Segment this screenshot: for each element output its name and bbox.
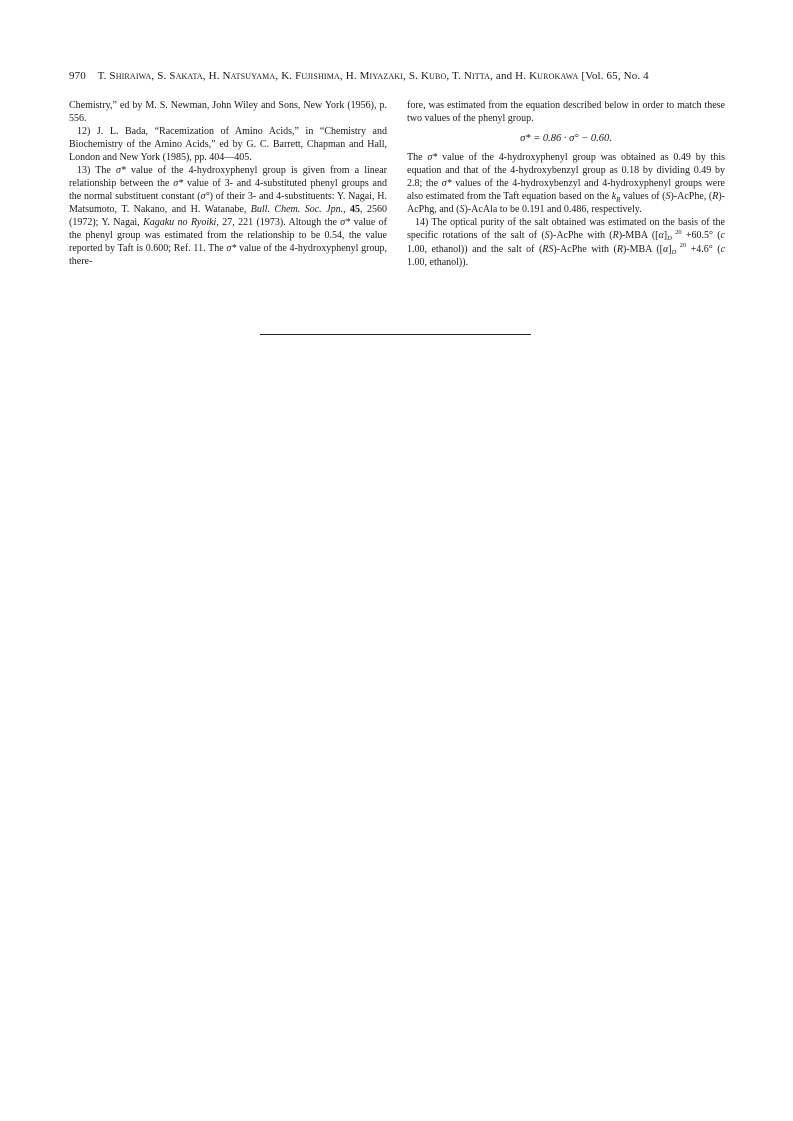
reference-13: 13) The σ* value of the 4-hydroxyphenyl group is given from a linear relationship between the σ* value of 3- and 4-substituted phenyl groups and the normal substituent constant (σ°) of their 3- and 4-substituents: Y. Nagai, H. Matsumoto, T. Nakano, and H. Watanabe, Bull. Chem. Soc. Jpn., 45, 2560 (1972); Y. Nagai, Kagaku no Ryoiki, 27, 221 (1973). Altough the σ* value of the phenyl group was estimated from the relationship to be 0.54, the value reported by Taft is 0.600; Ref. 11. The σ* value of the 4-hydroxyphenyl group, there- [69,165,388,267]
author-surname: Miyazaki [359,70,404,82]
author-initials: T. [97,70,110,82]
left-column [69,99,387,268]
journal-name: Kagaku no Ryoiki, [143,217,219,228]
equation: σ* = 0.86 · σ° − 0.60. [520,133,612,144]
author-surname: Kurokawa [529,70,579,82]
author-separator: , [151,70,158,82]
reference-11-continued: Chemistry,” ed by M. S. Newman, John Wiley and Sons, New York (1956), p. 556. [69,100,387,124]
author-separator: , [446,70,452,82]
author-initials: K. [281,70,296,82]
author-initials: H. [345,70,360,82]
rotation-sup-sub: 20 D [667,228,682,242]
author-initials: H. [208,70,223,82]
author-surname: Natsuyama [222,70,276,82]
author-list [98,70,579,82]
reference-13-continued: fore, was estimated from the equation described below in order to match these two values of the phenyl group. [407,100,725,124]
author-surname: Shiraiwa [109,70,152,82]
volume-number: 45 [350,204,361,215]
reference-13-paragraph: The σ* value of the 4-hydroxyphenyl group was obtained as 0.49 by this equation and that of the 4-hydroxybenzyl group as 0.18 by dividing 0.49 by 2.8; the σ* values of the 4-hydroxybenzyl and 4-hydroxyphenyl groups were also estimated from the Taft equation based on the $k_R$ values of (S)-AcPhe, (R)-AcPhg, and (S)-AcAla to be 0.191 and 0.486, respectively. [407,152,725,215]
author-initials: S. [157,70,170,82]
author-initials: T. [451,70,464,82]
author-separator: , [339,70,346,82]
author-initials: H. [515,70,530,82]
journal-name: Bull. Chem. Soc. Jpn., [250,204,346,215]
author-separator: , [275,70,282,82]
author-separator: , [202,70,209,82]
author-initials: S. [408,70,421,82]
running-header [69,69,725,83]
rotation-sup-sub: 20 D [671,242,687,256]
reference-14: 14) The optical purity of the salt obtained was estimated on the basis of the specific rotations of the salt of (S)-AcPhe with (R)-MBA ([α] 20 D +60.5° (c 1.00, ethanol)) and the salt of (RS)-AcPhe with (R)-MBA ([α] 20 D +4.6° (c 1.00, ethanol)). [407,217,726,268]
author-surname: Fujishima [295,70,340,82]
author-separator: , and [490,70,516,82]
author-separator: , [403,70,409,82]
page-number: 970 [69,70,86,82]
author-surname: Sakata [169,70,203,82]
author-surname: Kubo [420,70,447,82]
right-column [407,99,725,269]
end-rule-divider [260,334,531,335]
author-surname: Nitta [463,70,491,82]
reference-12: 12) J. L. Bada, “Racemization of Amino Acids,” in “Chemistry and Biochemistry of the Amino Acids,” ed by G. C. Barrett, Chapman and Hall, London and New York (1985), pp. 404—405. [69,126,387,163]
volume-info: [Vol. 65, No. 4 [581,70,649,82]
